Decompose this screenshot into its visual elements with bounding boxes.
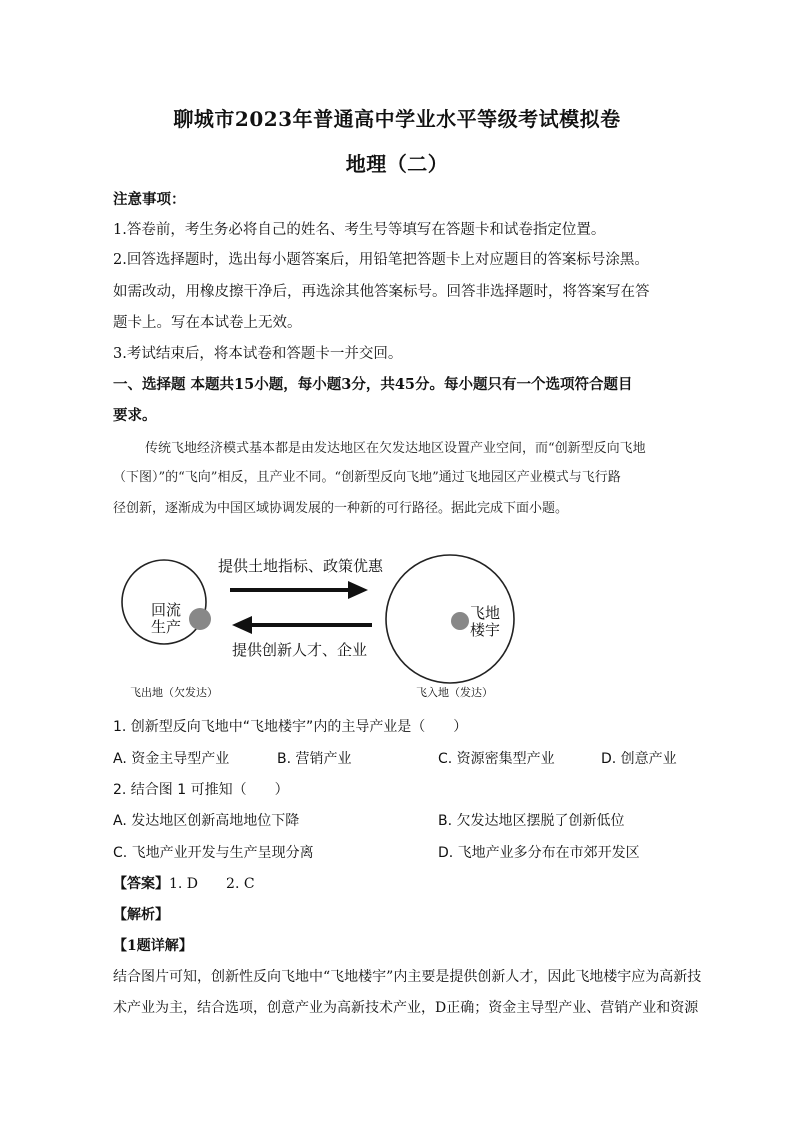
notice-item-2a: 2.回答选择题时，选出每小题答案后，用铅笔把答题卡上对应题目的答案标号涂黑。 xyxy=(113,252,649,268)
detail-line-2: 术产业为主，结合选项，创意产业为高新技术产业，D正确；资金主导型产业、营销产业和资源 xyxy=(113,1000,699,1016)
destination-label-line-2: 楼宇 xyxy=(470,621,501,639)
origin-label-line-1: 回流 xyxy=(151,601,182,619)
notice-item-3: 3.考试结束后，将本试卷和答题卡一并交回。 xyxy=(113,346,403,362)
origin-dot xyxy=(189,608,211,630)
destination-dot xyxy=(451,612,469,630)
notice-item-1: 1.答卷前，考生务必将自己的姓名、考生号等填写在答题卡和试卷指定位置。 xyxy=(113,222,606,238)
q1-option-d: D. 创意产业 xyxy=(601,751,677,767)
arrow-right-head xyxy=(348,581,368,599)
reverse-enclave-diagram xyxy=(120,535,540,705)
notice-item-2c: 题卡上。写在本试卷上无效。 xyxy=(113,315,302,331)
q2-option-c: C. 飞地产业开发与生产呈现分离 xyxy=(113,845,314,861)
section-heading-line-1: 一、选择题 本题共15小题，每小题3分，共45分。每小题只有一个选项符合题目 xyxy=(113,376,633,393)
passage-line-3: 径创新，逐渐成为中国区域协调发展的一种新的可行路径。据此完成下面小题。 xyxy=(113,501,569,516)
exam-subtitle: 地理（二） xyxy=(345,152,449,176)
passage-line-1: 传统飞地经济模式基本都是由发达地区在欠发达地区设置产业空间，而“创新型反向飞地 xyxy=(145,441,646,456)
detail-heading: 【1题详解】 xyxy=(113,938,193,954)
answer-line xyxy=(113,873,255,893)
q1-option-c: C. 资源密集型产业 xyxy=(438,751,555,767)
arrow-bottom-label: 提供创新人才、企业 xyxy=(232,641,368,659)
q2-option-b: B. 欠发达地区摆脱了创新低位 xyxy=(438,813,625,829)
notice-item-2b: 如需改动，用橡皮擦干净后，再选涂其他答案标号。回答非选择题时，将答案写在答 xyxy=(113,284,650,300)
origin-label-line-2: 生产 xyxy=(151,618,182,636)
destination-label-line-1: 飞地 xyxy=(470,604,501,622)
q2-stem: 2. 结合图 1 可推知（ ） xyxy=(113,782,289,798)
detail-line-1: 结合图片可知，创新性反向飞地中“飞地楼宇”内主要是提供创新人才，因此飞地楼宇应为高新技 xyxy=(113,969,702,985)
arrow-left-head xyxy=(232,616,252,634)
destination-caption: 飞入地（发达） xyxy=(416,686,493,699)
destination-label xyxy=(470,605,500,639)
arrow-top-label: 提供土地指标、政策优惠 xyxy=(218,557,384,575)
origin-label xyxy=(151,602,181,636)
passage-line-2: （下图）”的“飞向”相反，且产业不同。“创新型反向飞地”通过飞地园区产业模式与飞行路 xyxy=(113,470,621,485)
q1-option-a: A. 资金主导型产业 xyxy=(113,751,230,767)
notice-heading: 注意事项： xyxy=(113,191,186,208)
q1-option-b: B. 营销产业 xyxy=(277,751,352,767)
analysis-label: 【解析】 xyxy=(113,907,169,923)
q2-option-a: A. 发达地区创新高地地位下降 xyxy=(113,813,300,829)
answer-label: 【答案】 xyxy=(113,876,169,892)
exam-title: 聊城市2023年普通高中学业水平等级考试模拟卷 xyxy=(173,107,621,131)
answer-values: 1. D 2. C xyxy=(169,876,255,892)
section-heading-line-2: 要求。 xyxy=(113,407,157,424)
q1-stem: 1. 创新型反向飞地中“飞地楼宇”内的主导产业是（ ） xyxy=(113,719,468,735)
origin-caption: 飞出地（欠发达） xyxy=(130,686,218,699)
q2-option-d: D. 飞地产业多分布在市郊开发区 xyxy=(438,845,640,861)
